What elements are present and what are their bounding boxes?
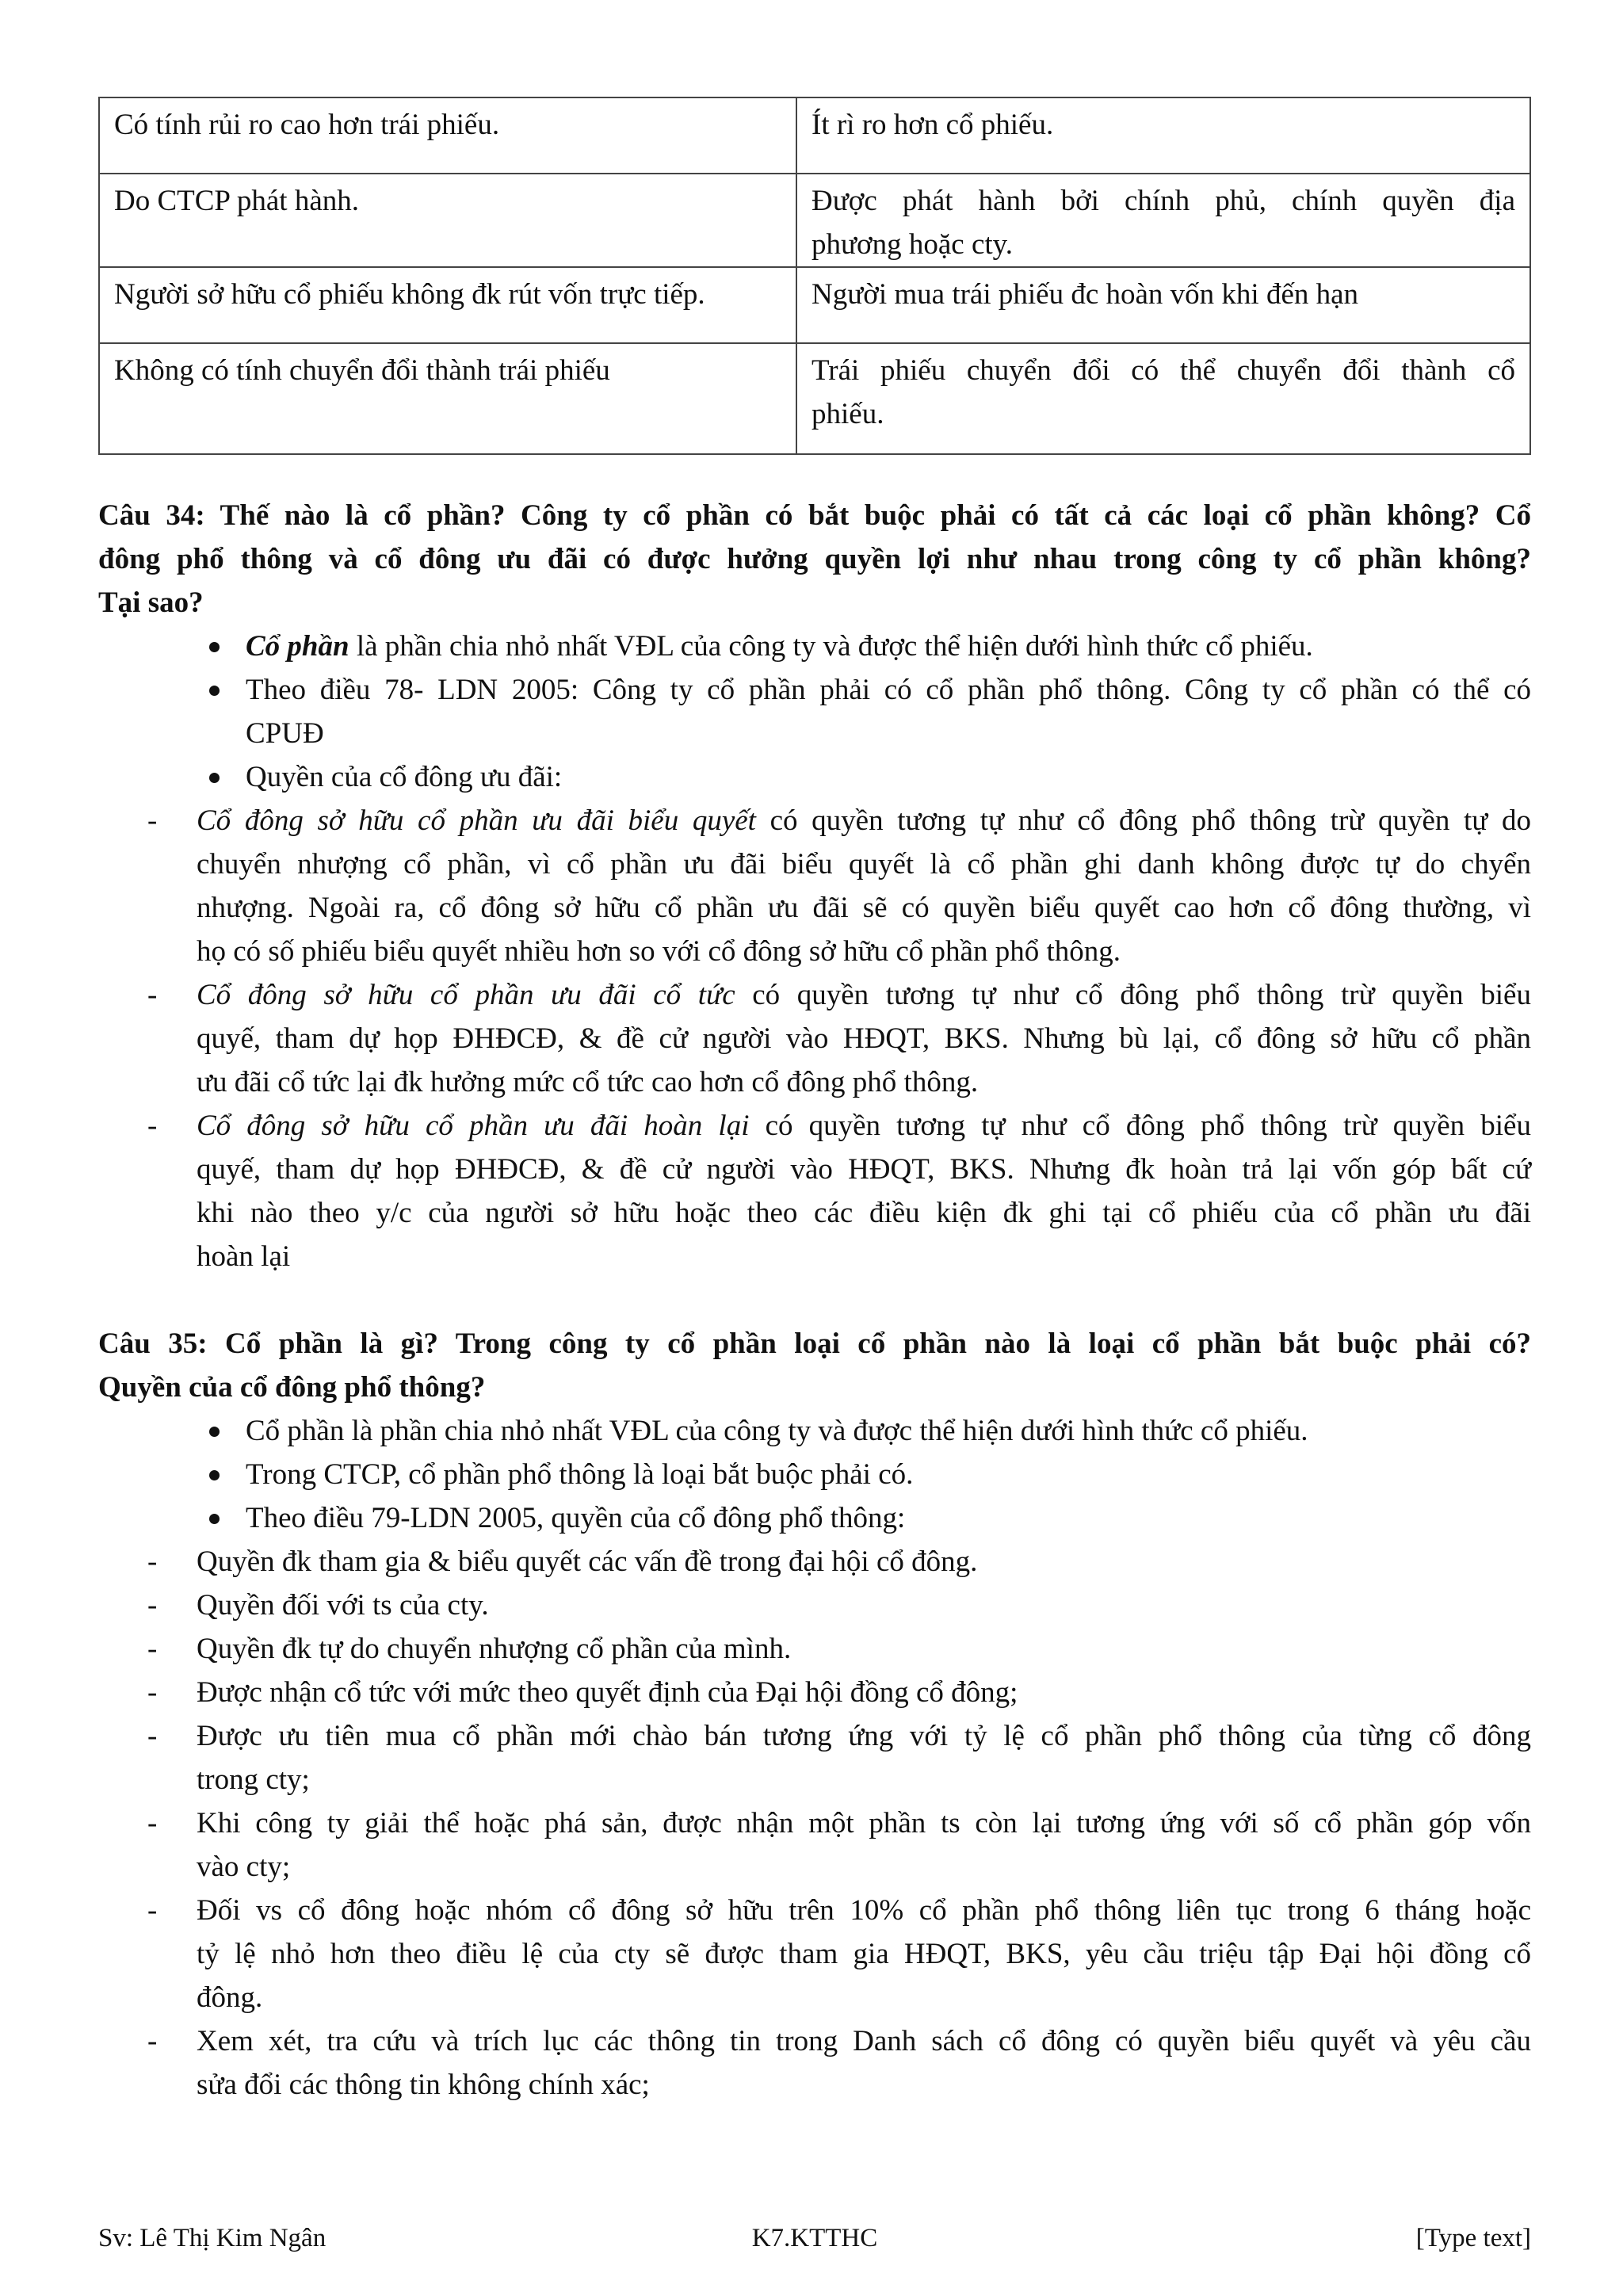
list-item — [98, 1104, 1531, 1278]
item-line — [197, 799, 1531, 842]
list-item — [98, 1627, 1531, 1671]
list-item — [98, 973, 1531, 1104]
term: Cổ phần — [246, 630, 349, 663]
item-line: sửa đổi các thông tin không chính xác; — [197, 2069, 650, 2101]
table-cell: Không có tính chuyển đổi thành trái phiếu — [99, 343, 796, 454]
question-34-heading — [98, 494, 1531, 625]
table-cell — [796, 174, 1530, 267]
item-line: ưu đãi cổ tức lại đk hưởng mức cổ tức cao hơn cổ đông phổ thông. — [197, 1066, 979, 1098]
item-text: có quyền tương tự như cổ đông phổ thông trừ quyền biểu — [735, 979, 1531, 1011]
list-item — [98, 1584, 1531, 1627]
list-item — [98, 1714, 1531, 1801]
bullet-item: Trong CTCP, cổ phần phổ thông là loại bắt buộc phải có. — [98, 1453, 1531, 1496]
item-line: - Được ưu tiên mua cổ phần mới chào bán tương ứng với tỷ lệ cổ phần phổ thông của từng cổ đông — [197, 1720, 1531, 1752]
item-text: có quyền tương tự như cổ đông phổ thông trừ quyền tự do — [755, 804, 1532, 837]
question-35-heading — [98, 1322, 1531, 1409]
item-line: - Đối vs cổ đông hoặc nhóm cổ đông sở hữu trên 10% cổ phần phổ thông liên tục trong 6 tháng hoặc — [197, 1894, 1531, 1927]
item-line: trong cty; — [197, 1763, 310, 1796]
footer-author: Sv: Lê Thị Kim Ngân — [98, 2224, 327, 2252]
item-line: - Quyền đk tự do chuyển nhượng cổ phần của mình. — [197, 1633, 792, 1665]
list-item — [98, 2019, 1531, 2107]
item-line — [197, 973, 1531, 1017]
bullet-item: Quyền của cổ đông ưu đãi: — [98, 755, 1531, 799]
table-row — [99, 97, 1530, 174]
question-35-rights-list — [98, 1540, 1531, 2107]
heading-line: Câu 35: Cổ phần là gì? Trong công ty cổ phần loại cổ phần nào là loại cổ phần bắt buộc phải có? — [98, 1328, 1531, 1360]
item-line: tỷ lệ nhỏ hơn theo điều lệ của cty sẽ được tham gia HĐQT, BKS, yêu cầu triệu tập Đại hội đồng cổ — [197, 1938, 1531, 1970]
cell-line: phương hoặc cty. — [812, 228, 1014, 261]
cell-line: Trái phiếu chuyển đổi có thể chuyển đổi thành cổ — [812, 354, 1515, 387]
bullet-item — [98, 625, 1531, 668]
item-line: vào cty; — [197, 1851, 291, 1883]
bullet-text: là phần chia nhỏ nhất VĐL của công ty và được thể hiện dưới hình thức cổ phiếu. — [349, 630, 1313, 663]
list-item — [98, 799, 1531, 973]
item-line: quyế, tham dự họp ĐHĐCĐ, & đề cử người vào HĐQT, BKS. Nhưng bù lại, cổ đông sở hữu cổ phần — [197, 1022, 1531, 1055]
list-item — [98, 1671, 1531, 1714]
table-row — [99, 267, 1530, 343]
item-line: nhượng. Ngoài ra, cổ đông sở hữu cổ phần ưu đãi sẽ có quyền biểu quyết cao hơn cổ đông thường, vì — [197, 892, 1531, 924]
term: Cổ đông sở hữu cổ phần ưu đãi cổ tức — [197, 979, 735, 1011]
table-cell — [796, 343, 1530, 454]
table-cell: Người sở hữu cổ phiếu không đk rút vốn trực tiếp. — [99, 267, 796, 343]
bullet-line: CPUĐ — [246, 717, 324, 750]
bullet-item — [98, 668, 1531, 755]
table-row — [99, 174, 1530, 267]
term: Cổ đông sở hữu cổ phần ưu đãi hoàn lại — [197, 1110, 750, 1142]
comparison-table — [98, 97, 1531, 455]
item-line: - Xem xét, tra cứu và trích lục các thông tin trong Danh sách cổ đông có quyền biểu quyết và yêu cầu — [197, 2025, 1531, 2057]
cell-line: Được phát hành bởi chính phủ, chính quyền địa — [812, 185, 1515, 217]
table-cell: Có tính rủi ro cao hơn trái phiếu. — [99, 97, 796, 174]
list-item — [98, 1889, 1531, 2019]
item-line — [197, 1104, 1531, 1148]
item-line: đông. — [197, 1981, 263, 2014]
bullet-item: Theo điều 79-LDN 2005, quyền của cổ đông phổ thông: — [98, 1496, 1531, 1540]
item-line: - Được nhận cổ tức với mức theo quyết định của Đại hội đồng cổ đông; — [197, 1676, 1018, 1709]
item-text: có quyền tương tự như cổ đông phổ thông trừ quyền biểu — [749, 1110, 1531, 1142]
list-item — [98, 1801, 1531, 1889]
table-row — [99, 343, 1530, 454]
cell-line: phiếu. — [812, 398, 884, 430]
item-line: khi nào theo y/c của người sở hữu hoặc theo các điều kiện đk ghi tại cổ phiếu của cổ phần ưu đãi — [197, 1197, 1531, 1229]
item-line: - Quyền đk tham gia & biểu quyết các vấn đề trong đại hội cổ đông. — [197, 1545, 978, 1578]
item-line: họ có số phiếu biểu quyết nhiều hơn so với cổ đông sở hữu cổ phần phổ thông. — [197, 935, 1121, 968]
item-line: hoàn lại — [197, 1240, 291, 1273]
term: Cổ đông sở hữu cổ phần ưu đãi biểu quyết — [197, 804, 756, 837]
heading-line: Tại sao? — [98, 586, 204, 619]
question-34-bullets — [98, 625, 1531, 799]
item-line: quyế, tham dự họp ĐHĐCĐ, & đề cử người vào HĐQT, BKS. Nhưng đk hoàn trả lại vốn góp bất cứ — [197, 1153, 1531, 1186]
footer-class: K7.KTTHC — [751, 2224, 878, 2252]
item-line: - Quyền đối với ts của cty. — [197, 1589, 489, 1622]
table-cell: Ít rì ro hơn cổ phiếu. — [796, 97, 1530, 174]
heading-line: đông phổ thông và cổ đông ưu đãi có được hưởng quyền lợi như nhau trong công ty cổ phần không? — [98, 543, 1531, 575]
heading-line: Câu 34: Thế nào là cổ phần? Công ty cổ phần có bắt buộc phải có tất cả các loại cổ phần không? Cổ — [98, 499, 1531, 532]
bullet-item: Cổ phần là phần chia nhỏ nhất VĐL của công ty và được thể hiện dưới hình thức cổ phiếu. — [98, 1409, 1531, 1453]
list-item — [98, 1540, 1531, 1584]
question-35-bullets — [98, 1409, 1531, 1540]
question-34-rights-list — [98, 799, 1531, 1278]
item-line: chuyển nhượng cổ phần, vì cổ phần ưu đãi biểu quyết là cổ phần ghi danh không được tự do chyển — [197, 848, 1531, 881]
bullet-line: Theo điều 78- LDN 2005: Công ty cổ phần phải có cổ phần phổ thông. Công ty cổ phần có thể có — [246, 674, 1531, 706]
table-cell: Do CTCP phát hành. — [99, 174, 796, 267]
heading-line: Quyền của cổ đông phổ thông? — [98, 1371, 486, 1404]
table-cell: Người mua trái phiếu đc hoàn vốn khi đến hạn — [796, 267, 1530, 343]
footer-placeholder: [Type text] — [1415, 2224, 1531, 2252]
item-line: - Khi công ty giải thể hoặc phá sản, được nhận một phần ts còn lại tương ứng với số cổ phần góp vốn — [197, 1807, 1531, 1839]
